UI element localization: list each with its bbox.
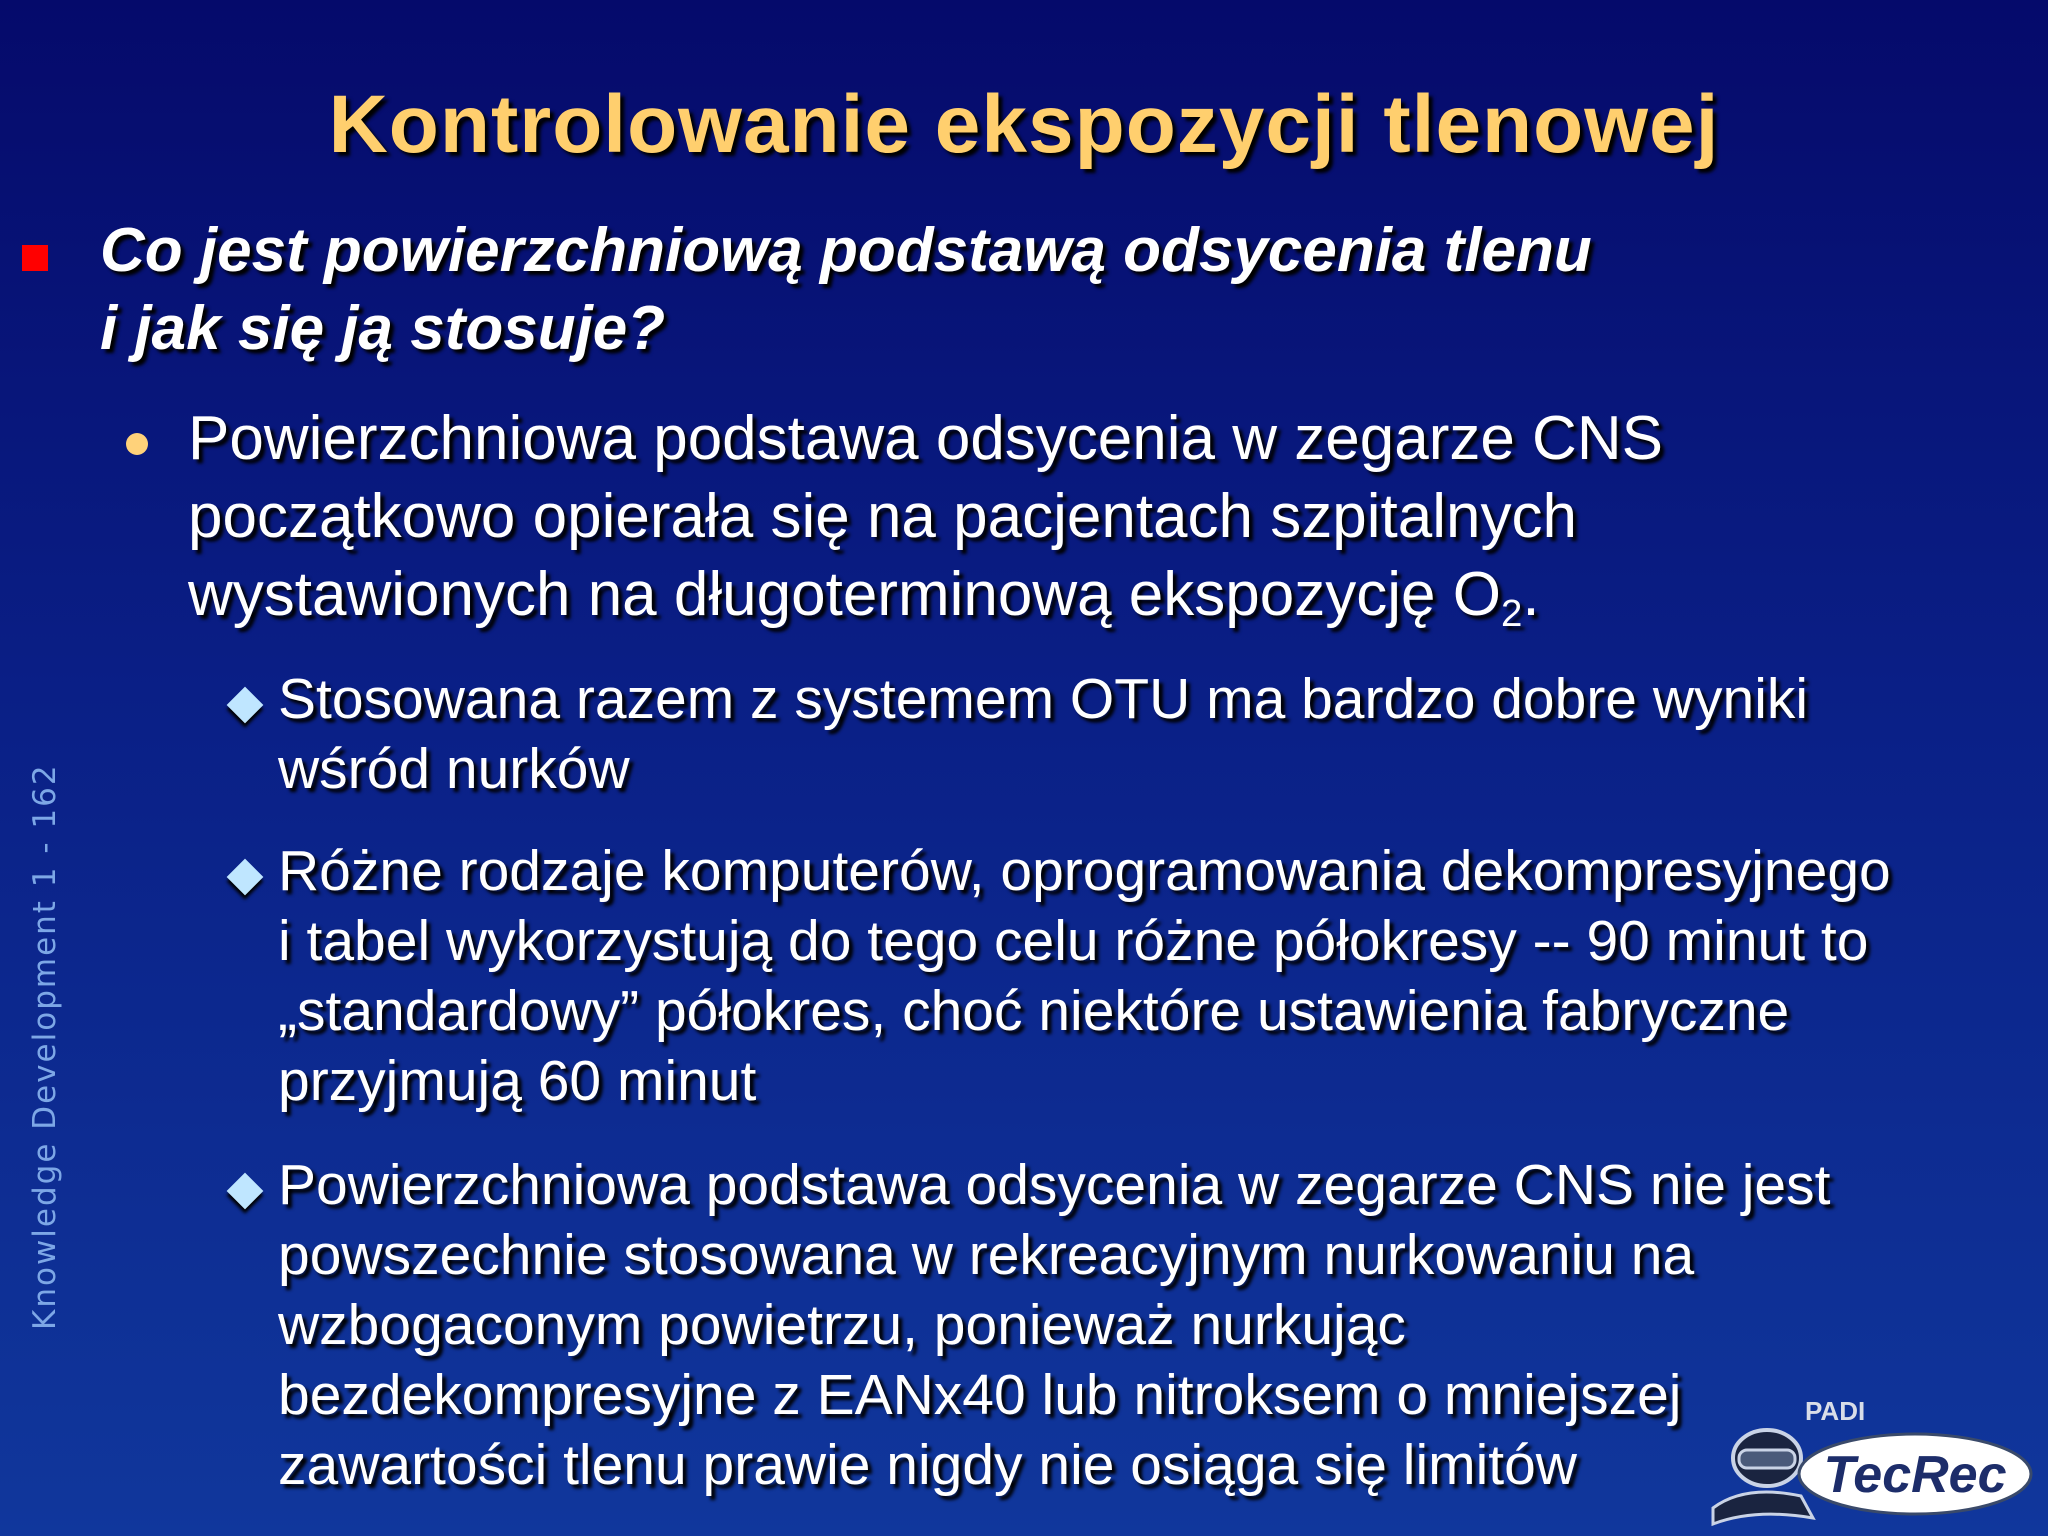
subpoint-1 [278,664,2048,804]
main-point-line-2: początkowo opierała się na pacjentach szpitalnych [188,482,1577,551]
main-point-line-3-text: wystawionych na długoterminową ekspozycję O [188,560,1501,629]
subpoint-3-line-5: zawartości tlenu prawie nigdy nie osiąga się limitów [278,1433,1577,1497]
oxygen-subscript: 2 [1500,591,1523,635]
dot-bullet-icon [126,433,148,455]
subpoint-2-line-3: „standardowy” półokres, choć niektóre ustawienia fabryczne [278,979,1790,1043]
sidebar-label: Knowledge Development 1 - 162 [27,763,63,1330]
subpoint-2 [278,836,2048,1116]
red-square-bullet-icon [22,245,48,271]
diamond-bullet-icon [227,859,264,896]
logo-name-text: TecRec [1823,1446,2007,1504]
diamond-bullet-icon [227,1173,264,1210]
subpoint-1-line-2: wśród nurków [278,737,630,801]
slide-title: Kontrolowanie ekspozycji tlenowej [328,79,1720,170]
main-point-line-1: Powierzchniowa podstawa odsycenia w zegarze CNS [188,404,1663,473]
main-point-line-3 [188,556,2048,634]
subpoint-2-line-1: Różne rodzaje komputerów, oprogramowania dekompresyjnego [278,839,1891,903]
subpoint-1-line-1: Stosowana razem z systemem OTU ma bardzo dobre wyniki [278,667,1809,731]
diamond-bullet-icon [227,687,264,724]
subpoint-3-line-2: powszechnie stosowana w rekreacyjnym nurkowaniu na [278,1223,1695,1287]
question-bullet [100,212,2000,368]
logo-brand-text: PADI [1805,1396,1866,1426]
main-point-line-3-end: . [1522,560,1540,629]
main-point [188,400,2048,634]
subpoint-3-line-4: bezdekompresyjne z EANx40 lub nitroksem o mniejszej [278,1363,1682,1427]
subpoint-2-line-2: i tabel wykorzystują do tego celu różne półokresy -- 90 minut to [278,909,1869,973]
subpoint-3-line-3: wzbogaconym powietrzu, ponieważ nurkując [278,1293,1406,1357]
subpoint-3-line-1: Powierzchniowa podstawa odsycenia w zegarze CNS nie jest [278,1153,1831,1217]
padi-tecrec-logo [1705,1392,2035,1528]
question-line-1: Co jest powierzchniową podstawą odsycenia tlenu [100,216,1592,285]
subpoint-2-line-4: przyjmują 60 minut [278,1049,757,1113]
question-line-2: i jak się ją stosuje? [100,294,666,363]
